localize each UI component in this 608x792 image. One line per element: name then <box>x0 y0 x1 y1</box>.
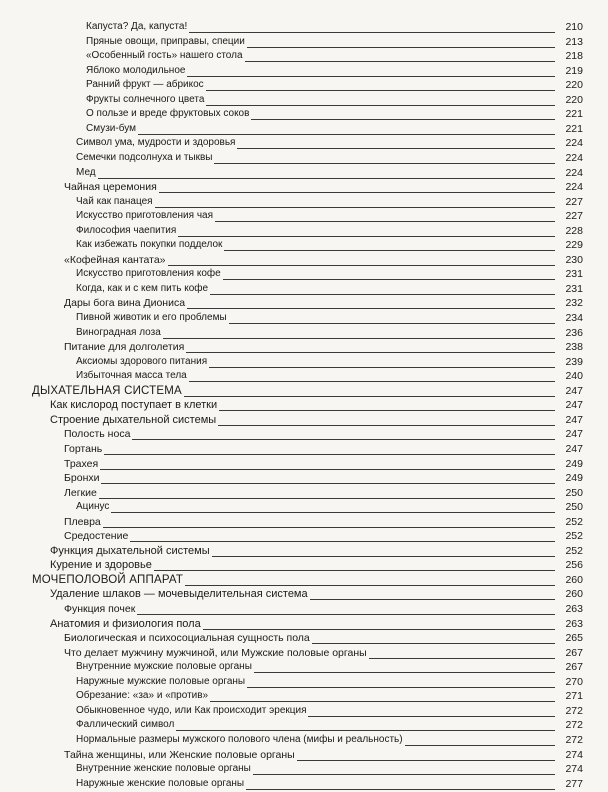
toc-entry-page: 271 <box>565 690 583 703</box>
toc-entry <box>64 646 583 661</box>
toc-entry-title: Что делает мужчину мужчиной, или Мужские половые органы <box>64 646 367 659</box>
toc-entry-title: Фрукты солнечного цвета <box>86 93 205 105</box>
toc-entry-page: 256 <box>565 559 583 572</box>
toc-entry <box>64 253 583 268</box>
toc-entry-title: Чайная церемония <box>64 181 157 194</box>
toc-entry-page: 247 <box>565 399 583 412</box>
toc-entry-page: 219 <box>565 64 583 77</box>
toc-entry <box>76 369 583 384</box>
toc-entry <box>50 587 583 602</box>
toc-entry <box>64 471 583 486</box>
toc-entry <box>86 35 583 50</box>
toc-entry-page: 263 <box>565 603 583 615</box>
toc-entry <box>64 340 583 355</box>
toc-entry-page: 239 <box>565 355 583 368</box>
toc-entry-page: 224 <box>565 181 583 194</box>
dot-leader <box>64 439 555 440</box>
dot-leader <box>64 483 555 484</box>
toc-entry <box>76 311 583 326</box>
dot-leader <box>64 527 555 528</box>
toc-entry-page: 272 <box>565 704 583 717</box>
toc-entry-title: Функция почек <box>64 603 136 615</box>
toc-entry <box>86 107 583 122</box>
toc-entry-title: ДЫХАТЕЛЬНАЯ СИСТЕМА <box>32 384 182 397</box>
toc-entry <box>50 398 583 413</box>
toc-entry-title: Пивной животик и его проблемы <box>76 312 227 323</box>
toc-entry <box>76 660 583 675</box>
toc-entry-title: «Кофейная кантата» <box>64 253 166 266</box>
toc-entry <box>86 64 583 79</box>
toc-entry <box>76 151 583 166</box>
toc-entry-page: 263 <box>565 617 583 630</box>
toc-entry-title: Капуста? Да, капуста! <box>86 21 188 32</box>
toc-entry-title: «Особенный гость» нашего стола <box>86 50 243 62</box>
toc-entry <box>64 602 583 617</box>
toc-entry-page: 260 <box>565 573 583 586</box>
toc-entry <box>76 689 583 704</box>
toc-entry-title: Аксиомы здорового питания <box>76 355 208 367</box>
toc-entry-page: 252 <box>565 544 583 557</box>
toc-section-heading <box>32 384 583 399</box>
toc-entry-title: Чай как панацея <box>76 195 153 207</box>
toc-entry-page: 247 <box>565 384 583 397</box>
toc-entry-page: 232 <box>565 297 583 310</box>
toc-entry-page: 277 <box>565 777 583 790</box>
toc-entry-title: МОЧЕПОЛОВОЙ АППАРАТ <box>32 573 184 586</box>
toc-entry-title: Виноградная лоза <box>76 326 161 338</box>
toc-entry-page: 230 <box>565 253 583 266</box>
toc-entry <box>64 296 583 311</box>
toc-entry-page: 218 <box>565 50 583 63</box>
dot-leader <box>64 454 555 455</box>
toc-entry-page: 221 <box>565 122 583 135</box>
toc-entry-page: 249 <box>565 472 583 485</box>
toc-entry <box>64 515 583 530</box>
dot-leader <box>64 541 555 542</box>
toc-entry <box>76 224 583 239</box>
toc-entry-title: Питание для долголетия <box>64 341 185 354</box>
toc-entry-page: 229 <box>565 239 583 252</box>
toc-entry-title: Полость носа <box>64 428 131 441</box>
toc-entry-page: 227 <box>565 210 583 223</box>
toc-entry <box>76 762 583 777</box>
toc-entry <box>86 122 583 137</box>
toc-entry <box>64 529 583 544</box>
toc-entry <box>76 238 583 253</box>
toc-entry <box>76 267 583 282</box>
toc-entry-title: Яблоко молодильное <box>86 64 186 76</box>
toc-entry <box>76 282 583 297</box>
toc-entry <box>50 617 583 632</box>
toc-entry-page: 252 <box>565 530 583 543</box>
toc-entry-page: 265 <box>565 632 583 645</box>
toc-entry <box>76 136 583 151</box>
toc-entry-page: 249 <box>565 457 583 470</box>
toc-entry-title: Гортань <box>64 442 103 455</box>
toc-entry <box>76 675 583 690</box>
toc-entry-page: 240 <box>565 370 583 383</box>
toc-entry-title: О пользе и вреде фруктовых соков <box>86 108 250 120</box>
toc-entry <box>64 180 583 195</box>
toc-entry <box>64 442 583 457</box>
toc-entry-title: Легкие <box>64 486 97 499</box>
toc-entry-title: Семечки подсолнуха и тыквы <box>76 151 213 163</box>
toc-entry-title: Мед <box>76 166 96 178</box>
toc-entry-title: Обрезание: «за» и «против» <box>76 690 209 702</box>
toc-entry-page: 220 <box>565 93 583 106</box>
toc-entry-title: Нормальные размеры мужского полового члена (мифы и реальность) <box>76 733 403 745</box>
toc-entry <box>76 209 583 224</box>
toc-entry <box>76 166 583 181</box>
toc-entry <box>76 326 583 341</box>
toc-entry-page: 220 <box>565 79 583 92</box>
dot-leader <box>64 498 555 499</box>
toc-entry <box>86 78 583 93</box>
dot-leader <box>86 134 555 135</box>
toc-entry-title: Тайна женщины, или Женские половые органы <box>64 748 295 761</box>
toc-entry <box>76 704 583 719</box>
toc-entry-title: Плевра <box>64 515 101 528</box>
toc-entry-title: Как избежать покупки подделок <box>76 239 223 251</box>
toc-entry <box>64 427 583 442</box>
toc-entry-page: 231 <box>565 268 583 281</box>
toc-entry <box>64 631 583 646</box>
toc-entry-page: 236 <box>565 326 583 339</box>
toc-entry-page: 260 <box>565 588 583 601</box>
toc-entry-title: Трахея <box>64 457 99 470</box>
toc-entry-title: Смузи-бум <box>86 122 136 134</box>
dot-leader <box>76 512 555 513</box>
toc-entry-title: Внутренние мужские половые органы <box>76 661 252 673</box>
toc-entry <box>64 748 583 763</box>
toc-entry <box>50 558 583 573</box>
toc-entry-page: 267 <box>565 661 583 674</box>
toc-entry-page: 272 <box>565 733 583 746</box>
toc-entry-page: 224 <box>565 166 583 179</box>
toc-entry-title: Функция дыхательной системы <box>50 544 210 557</box>
toc-entry-title: Символ ума, мудрости и здоровья <box>76 137 236 149</box>
toc-entry-title: Биологическая и психосоциальная сущность пола <box>64 632 310 645</box>
toc-entry-title: Искусство приготовления кофе <box>76 268 221 280</box>
toc-entry <box>76 718 583 733</box>
toc-entry-title: Обыкновенное чудо, или Как происходит эрекция <box>76 704 307 716</box>
toc-entry <box>86 49 583 64</box>
toc-entry-title: Философия чаепития <box>76 224 177 236</box>
toc-entry-page: 247 <box>565 413 583 426</box>
toc-entry-page: 221 <box>565 108 583 121</box>
toc-entry-page: 252 <box>565 515 583 528</box>
toc-entry <box>50 413 583 428</box>
toc-entry-page: 247 <box>565 442 583 455</box>
toc-entry-page: 250 <box>565 486 583 499</box>
toc-entry-page: 250 <box>565 501 583 514</box>
toc-section-heading <box>32 573 583 588</box>
toc-entry-title: Пряные овощи, приправы, специи <box>86 35 245 47</box>
toc-entry-title: Курение и здоровье <box>50 559 152 572</box>
toc-entry-page: 224 <box>565 151 583 164</box>
toc-entry-page: 247 <box>565 428 583 441</box>
toc-entry-page: 213 <box>565 35 583 48</box>
toc-entry-page: 267 <box>565 646 583 659</box>
toc-entry-title: Ранний фрукт — абрикос <box>86 79 204 91</box>
toc-entry-page: 224 <box>565 137 583 150</box>
toc-entry-title: Искусство приготовления чая <box>76 210 214 222</box>
toc-entry-page: 274 <box>565 748 583 761</box>
toc-entry-title: Избыточная масса тела <box>76 370 187 382</box>
toc-entry-title: Бронхи <box>64 472 100 485</box>
dot-leader <box>64 614 555 615</box>
toc-entry <box>86 20 583 35</box>
dot-leader <box>64 469 555 470</box>
toc-entry-title: Средостение <box>64 530 129 543</box>
toc-entry-title: Фаллический символ <box>76 719 175 731</box>
toc-entry-page: 228 <box>565 224 583 237</box>
toc-entry-page: 274 <box>565 763 583 776</box>
toc-entry-page: 238 <box>565 341 583 354</box>
toc-entry <box>76 500 583 515</box>
toc-entry <box>76 355 583 370</box>
toc-entry-title: Ацинус <box>76 501 110 513</box>
toc-entry-title: Наружные женские половые органы <box>76 777 245 789</box>
toc-entry <box>76 777 583 792</box>
toc-entry-page: 227 <box>565 195 583 208</box>
toc-entry-title: Удаление шлаков — мочевыделительная система <box>50 588 308 601</box>
toc-entry <box>64 486 583 501</box>
toc-entry-page: 231 <box>565 282 583 295</box>
dot-leader <box>76 178 555 179</box>
toc-entry-page: 210 <box>565 21 583 33</box>
toc-entry-title: Дары бога вина Диониса <box>64 297 186 310</box>
toc-entry-page: 270 <box>565 675 583 688</box>
toc-entry-title: Когда, как и с кем пить кофе <box>76 282 209 294</box>
toc-entry-page: 272 <box>565 719 583 732</box>
toc-entry-title: Наружные мужские половые органы <box>76 675 246 687</box>
toc-entry-page: 234 <box>565 312 583 324</box>
toc-entry <box>76 195 583 210</box>
toc-entry <box>86 93 583 108</box>
toc-entry-title: Как кислород поступает в клетки <box>50 399 218 412</box>
toc-entry <box>76 733 583 748</box>
toc-entry-title: Строение дыхательной системы <box>50 413 217 426</box>
toc-entry-title: Анатомия и физиология пола <box>50 617 201 630</box>
toc-entry-title: Внутренние женские половые органы <box>76 763 251 775</box>
toc-entry <box>50 544 583 559</box>
toc-entry <box>64 457 583 472</box>
